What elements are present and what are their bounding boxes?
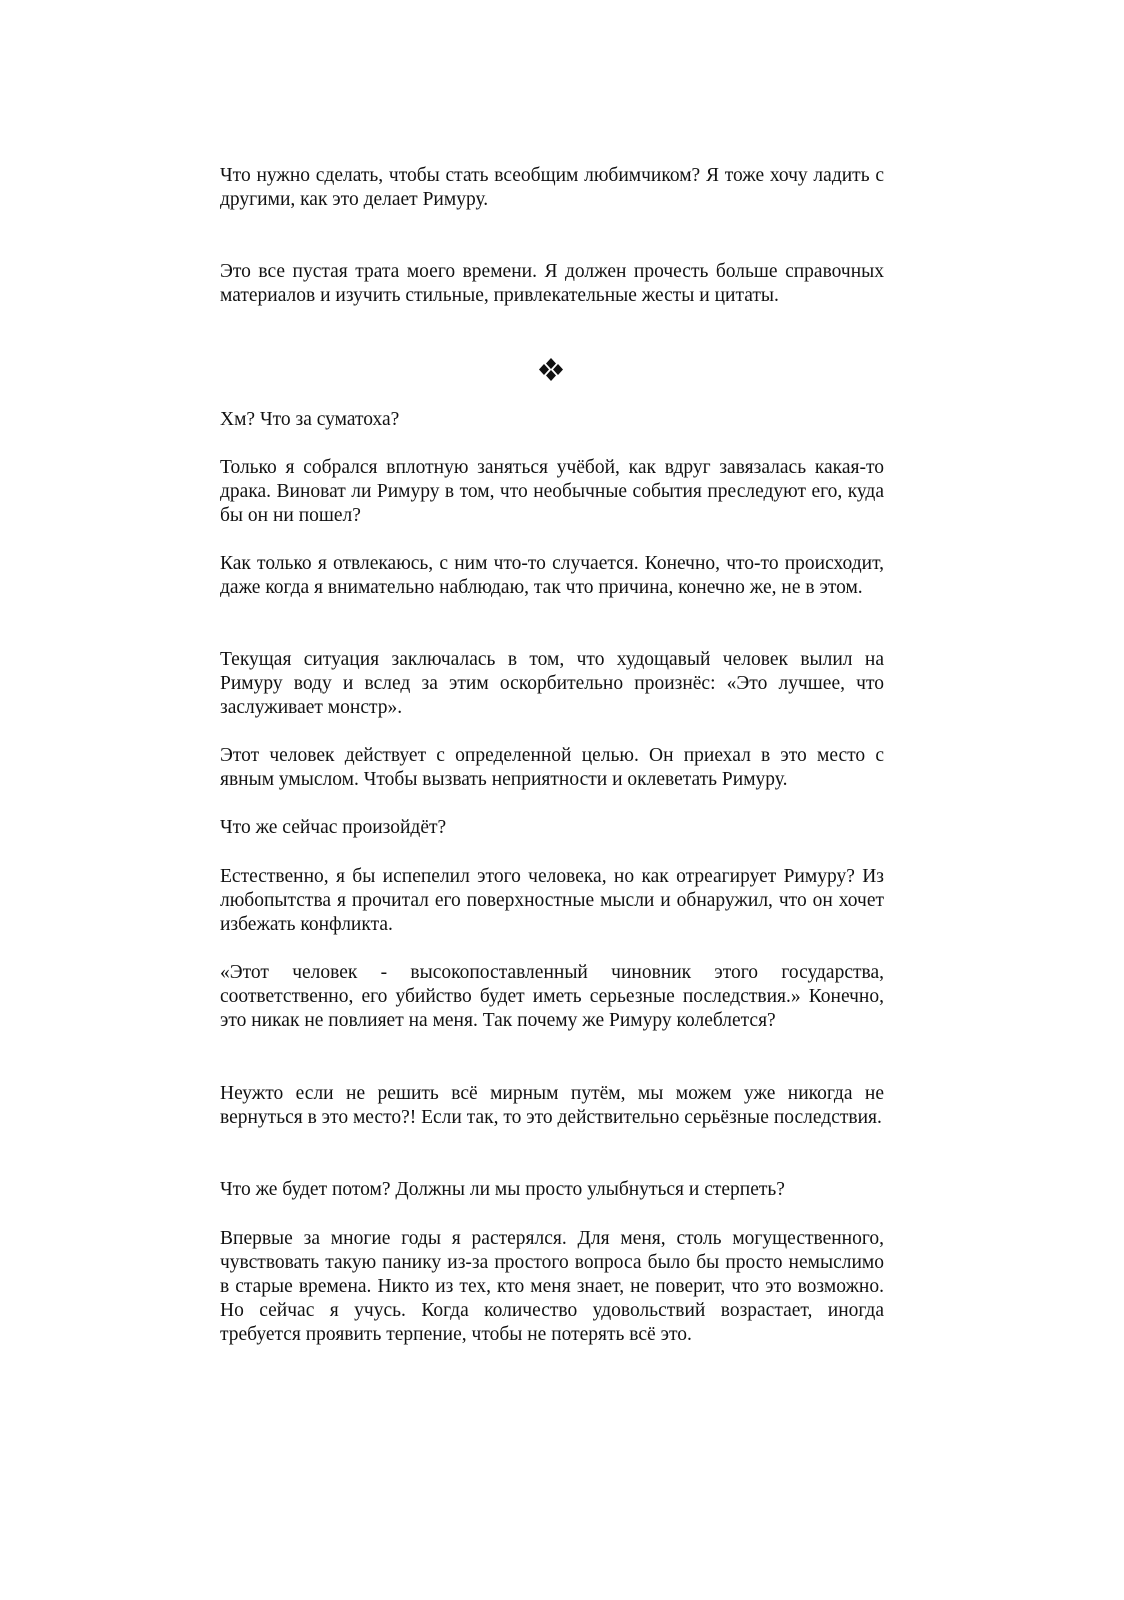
paragraph-11: Неужто если не решить всё мирным путём, мы можем уже никогда не вернуться в это место?! Если так, то это действительно серьёзные последствия.: [220, 1083, 884, 1128]
paragraph-13: Впервые за многие годы я растерялся. Для меня, столь могущественного, чувствовать такую панику из-за простого вопроса было бы просто немыслимо в старые времена. Никто из тех, кто меня знает, не поверит, что это возможно. Но сейчас я учусь. Когда количество удовольствий возрастает, иногда требуется проявить терпение, чтобы не потерять всё это.: [220, 1228, 884, 1345]
paragraph-5: Как только я отвлекаюсь, с ним что-то случается. Конечно, что-то происходит, даже когда я внимательно наблюдаю, так что причина, конечно же, не в этом.: [220, 553, 884, 598]
paragraph-12: Что же будет потом? Должны ли мы просто улыбнуться и стерпеть?: [220, 1179, 785, 1200]
paragraph-4: Только я собрался вплотную заняться учёбой, как вдруг завязалась какая-то драка. Виноват ли Римуру в том, что необычные события преследуют его, куда бы он ни пошел?: [220, 457, 884, 526]
paragraph-1: Что нужно сделать, чтобы стать всеобщим любимчиком? Я тоже хочу ладить с другими, как это делает Римуру.: [220, 165, 884, 210]
paragraph-3: Хм? Что за суматоха?: [220, 409, 400, 430]
paragraph-2: Это все пустая трата моего времени. Я должен прочесть больше справочных материалов и изучить стильные, привлекательные жесты и цитаты.: [220, 261, 884, 306]
paragraph-10: «Этот человек - высокопоставленный чиновник этого государства, соответственно, его убийство будет иметь серьезные последствия.» Конечно, это никак не повлияет на меня. Так почему же Римуру колеблется?: [220, 962, 884, 1031]
paragraph-8: Что же сейчас произойдёт?: [220, 817, 447, 838]
paragraph-6: Текущая ситуация заключалась в том, что худощавый человек вылил на Римуру воду и вслед за этим оскорбительно произнёс: «Это лучшее, что заслуживает монстр».: [220, 649, 884, 718]
section-break-ornament-icon: [537, 357, 565, 383]
paragraph-9: Естественно, я бы испепелил этого человека, но как отреагирует Римуру? Из любопытства я прочитал его поверхностные мысли и обнаружил, что он хочет избежать конфликта.: [220, 866, 884, 935]
paragraph-7: Этот человек действует с определенной целью. Он приехал в это место с явным умыслом. Чтобы вызвать неприятности и оклеветать Римуру.: [220, 745, 884, 790]
